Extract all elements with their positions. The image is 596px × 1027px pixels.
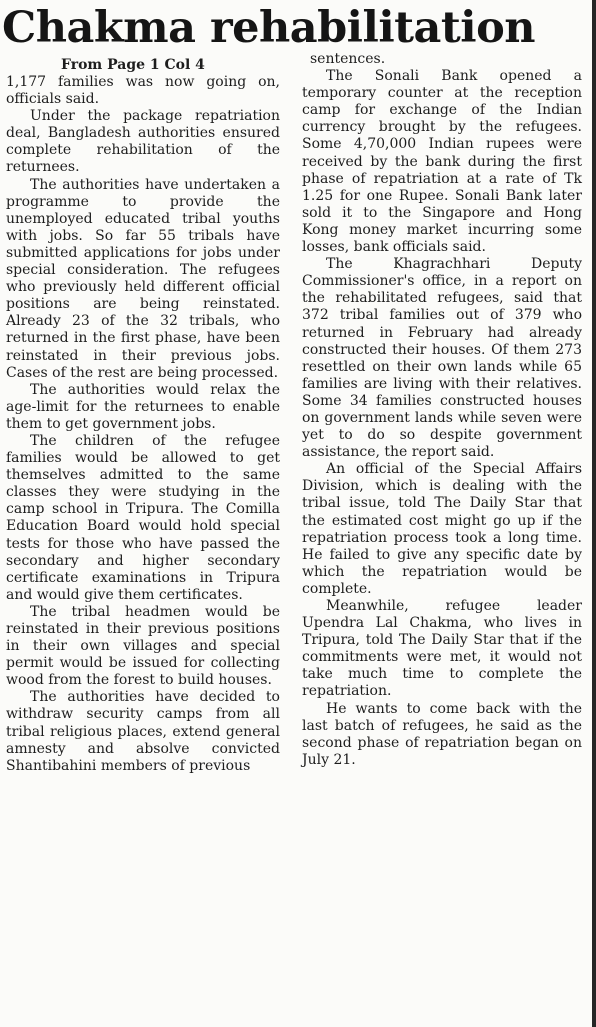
paragraph: The authorities have undertaken a programme to provide the unemployed educated tribal youths with jobs. So far 55 tribals have submitted applications for jobs under special consideration. The refugees who previously held different official positions are being reinstated. Already 23 of the 32 tribals, who returned in the first phase, have been reinstated in their previous jobs. Cases of the rest are being processed. (6, 176, 280, 381)
article-column-left (6, 57, 280, 775)
paragraph: The authorities have decided to withdraw security camps from all tribal religious places, extend general amnesty and absolve convicted Shantibahini members of previous (6, 689, 280, 774)
paragraph-continuation: sentences. (310, 51, 386, 67)
article-column-right (302, 51, 582, 769)
paragraph: He wants to come back with the last batch of refugees, he said as the second phase of repatriation began on July 21. (302, 700, 582, 768)
page-edge-border (592, 0, 596, 1027)
paragraph: Meanwhile, refugee leader Upendra Lal Chakma, who lives in Tripura, told The Daily Star that if the commitments were met, it would not take much time to complete the repatriation. (302, 598, 582, 700)
paragraph: The Khagrachhari Deputy Commissioner's office, in a report on the rehabilitated refugees, said that 372 tribal families out of 379 who returned in February had already constructed their houses. Of them 273 resettled on their own lands while 65 families are living with their relatives. Some 34 families constructed houses on government lands while seven were yet to do so despite government assistance, the report said. (302, 256, 582, 461)
paragraph: Under the package repatriation deal, Bangladesh authorities ensured complete rehabilitation of the returnees. (6, 108, 280, 176)
paragraph: The authorities would relax the age-limit for the returnees to enable them to get government jobs. (6, 381, 280, 432)
paragraph-continuation: 1,177 families was now going on, officials said. (6, 74, 280, 108)
paragraph: An official of the Special Affairs Division, which is dealing with the tribal issue, told The Daily Star that the estimated cost might go up if the repatriation process took a long time. He failed to give any specific date by which the repatriation would be complete. (302, 461, 582, 597)
headline: Chakma rehabilitation (2, 3, 536, 53)
paragraph: The Sonali Bank opened a temporary counter at the reception camp for exchange of the Indian currency brought by the refugees. Some 4,70,000 Indian rupees were received by the bank during the first phase of repatriation at a rate of Tk 1.25 for one Rupee. Sonali Bank later sold it to the Singapore and Hong Kong money market incurring some losses, bank officials said. (302, 68, 582, 256)
dateline: From Page 1 Col 4 (61, 57, 205, 73)
paragraph: The tribal headmen would be reinstated in their previous positions in their own villages and special permit would be issued for collecting wood from the forest to build houses. (6, 603, 280, 689)
paragraph: The children of the refugee families would be allowed to get themselves admitted to the same classes they were studying in the camp school in Tripura. The Comilla Education Board would hold special tests for those who have passed the secondary and higher secondary certificate examinations in Tripura and would give them certificates. (6, 432, 280, 603)
